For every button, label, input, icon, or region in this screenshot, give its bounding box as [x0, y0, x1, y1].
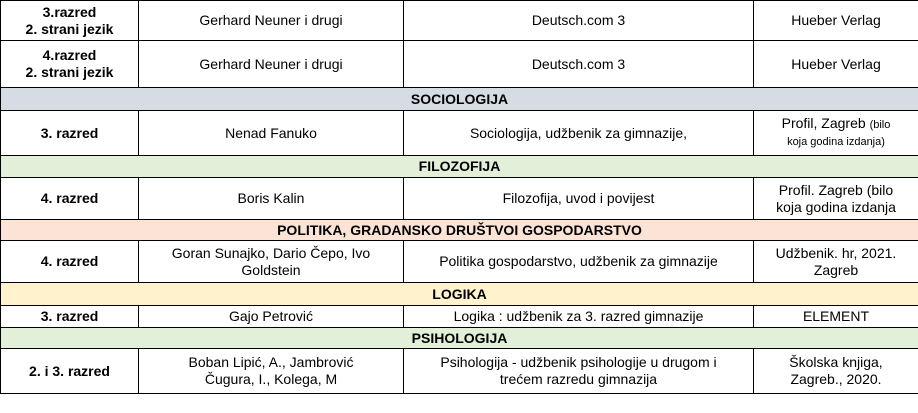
grade-line: 3.razred [42, 3, 97, 20]
title-line: trećem razredu gimnazija [499, 371, 658, 387]
publisher-line: Udžbenik. hr, 2021. [775, 244, 897, 261]
title-cell: Sociologija, udžbenik za gimnazije, [404, 111, 754, 156]
author-cell: Nenad Fanuko [139, 111, 404, 156]
section-row-sociologija [1, 88, 918, 111]
author-cell: Boris Kalin [139, 178, 404, 220]
publisher-cell [754, 111, 918, 156]
title-line: Psihologija - udžbenik psihologije u drugom i [440, 354, 717, 370]
table-row [1, 111, 918, 156]
publisher-cell: ELEMENT [754, 306, 918, 328]
publisher-note: (bilo [869, 119, 891, 131]
title-cell: Politika gospodarstvo, udžbenik za gimnazije [404, 241, 754, 283]
section-heading-psihologija: PSIHOLOGIJA [1, 328, 918, 349]
section-heading-logika: LOGIKA [1, 283, 918, 306]
title-cell [404, 349, 754, 394]
title-cell: Deutsch.com 3 [404, 41, 754, 88]
publisher-main: Profil, Zagreb [781, 115, 870, 131]
table-row [1, 41, 918, 88]
publisher-line: Zagreb [813, 261, 859, 278]
table-row [1, 241, 918, 283]
author-cell: Gajo Petrović [139, 306, 404, 328]
author-cell [139, 349, 404, 394]
grade-cell [1, 1, 139, 41]
publisher-cell: Hueber Verlag [754, 41, 918, 88]
section-row-filozofija [1, 156, 918, 178]
grade-cell: 4. razred [1, 178, 139, 220]
publisher-cell [754, 349, 918, 394]
publisher-note: koja godina izdanja) [787, 136, 885, 148]
title-cell: Filozofija, uvod i povijest [404, 178, 754, 220]
section-row-logika [1, 283, 918, 306]
table-row [1, 178, 918, 220]
publisher-cell: Hueber Verlag [754, 1, 918, 41]
grade-line: 4.razred [42, 47, 97, 63]
grade-cell: 2. i 3. razred [1, 349, 139, 394]
author-cell [139, 241, 404, 283]
grade-cell: 3. razred [1, 111, 139, 156]
grade-cell [1, 41, 139, 88]
publisher-line: Školska knjiga, [789, 354, 883, 370]
publisher-line: koja godina izdanja [776, 198, 896, 215]
title-cell: Deutsch.com 3 [404, 1, 754, 41]
author-line: Goran Sunajko, Dario Čepo, Ivo [171, 244, 371, 261]
table-row [1, 1, 918, 41]
grade-cell: 3. razred [1, 306, 139, 328]
section-heading-politika: POLITIKA, GRADANSKO DRUŠTVOI GOSPODARSTVO [1, 220, 918, 241]
table-row [1, 349, 918, 394]
section-row-psihologija [1, 328, 918, 349]
publisher-cell [754, 178, 918, 220]
language-line: 2. strani jezik [25, 20, 114, 37]
section-heading-filozofija: FILOZOFIJA [1, 156, 918, 178]
grade-cell: 4. razred [1, 241, 139, 283]
author-line: Boban Lipić, A., Jambrović [188, 354, 354, 370]
section-heading-sociologija: SOCIOLOGIJA [1, 88, 918, 111]
section-row-politika [1, 220, 918, 241]
language-line: 2. strani jezik [25, 64, 114, 80]
publisher-line: Zagreb., 2020. [790, 371, 882, 387]
author-cell: Gerhard Neuner i drugi [139, 41, 404, 88]
table-row [1, 306, 918, 328]
author-line: Čugura, I., Kolega, M [204, 371, 338, 387]
title-cell: Logika : udžbenik za 3. razred gimnazije [404, 306, 754, 328]
author-cell: Gerhard Neuner i drugi [139, 1, 404, 41]
author-line: Goldstein [241, 261, 301, 278]
publisher-cell [754, 241, 918, 283]
publisher-line: Profil. Zagreb (bilo [778, 181, 894, 198]
